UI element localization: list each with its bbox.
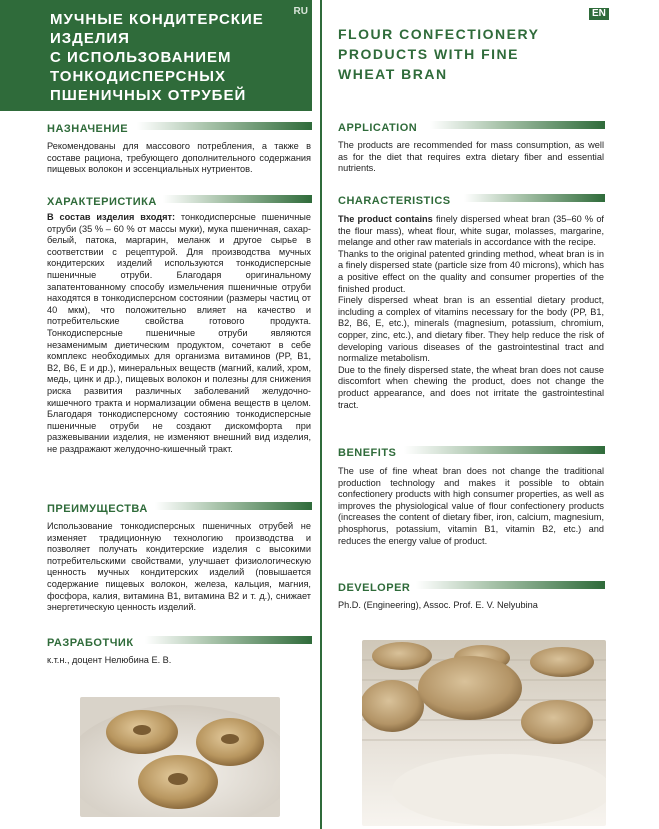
heading-bar [163, 195, 312, 203]
en-section-characteristics [338, 191, 604, 411]
lead-text: В состав изделия входят: [47, 212, 176, 222]
ru-section-characteristics [47, 192, 311, 455]
section-header [47, 119, 311, 133]
heading-bar [430, 121, 605, 129]
section-header [338, 191, 604, 205]
heading-bar [155, 502, 312, 510]
section-header [338, 578, 604, 592]
body-text: finely dispersed wheat bran (35–60 % of the flour mass), wheat flour, white sugar, molasses, margarine, melange and other raw materials in accordance with the recipe. [338, 214, 604, 248]
section-text: Рекомендованы для массового потребления, а также в составе рациона, требующего дополнительного содержания пищевых волокон и эссенциальных нутриентов. [47, 141, 311, 175]
section-body [338, 140, 604, 175]
section-heading: РАЗРАБОТЧИК [47, 637, 134, 649]
section-header [47, 192, 311, 206]
en-page-title: FLOUR CONFECTIONERY PRODUCTS WITH FINE WHEAT BRAN [338, 26, 540, 82]
heading-bar [464, 194, 605, 202]
section-heading: ПРЕИМУЩЕСТВА [47, 503, 148, 515]
section-header [47, 499, 311, 513]
section-body [47, 212, 311, 455]
ru-page-title: МУЧНЫЕ КОНДИТЕРСКИЕ ИЗДЕЛИЯ С ИСПОЛЬЗОВАНИЕМ ТОНКОДИСПЕРСНЫХ ПШЕНИЧНЫХ ОТРУБЕЙ [50, 11, 264, 104]
section-text: The products are recommended for mass consumption, as well as for the diet that requires extra dietary fiber and essential nutrients. [338, 140, 604, 174]
section-text: Thanks to the original patented grinding method, wheat bran is in a finely dispersed state (particle size from 40 microns), which has a positive effect on the quality and consumer properties of the finished product. [338, 248, 604, 294]
bundt-cakes-image [80, 697, 280, 817]
section-text: Due to the finely dispersed state, the wheat bran does not cause discomfort when chewing the product, does not change the product appearance, and does not irritate the gastrointestinal tract. [338, 364, 604, 410]
section-body [338, 600, 604, 612]
section-text: The use of fine wheat bran does not change the traditional production technology and makes it possible to obtain confectionery products with high consumer properties, as well as improves the physiological value of flour confectionery products (increases the content of dietary fiber, iron, calcium, magnesium, phosphorus, potassium, vitamin B1, vitamin B2, etc.) and reduces the energy value of product. [338, 466, 604, 546]
section-heading: ХАРАКТЕРИСТИКА [47, 196, 157, 208]
section-body [338, 466, 604, 547]
section-text: Использование тонкодисперсных пшеничных отрубей не изменяет традиционную технологию производства и позволяет получать кондитерские изделия с высокими потребительскими свойствами, улучшает физиологическую ценность мучных кондитерских изделий (повышается содержание пищевых волокон, железа, кальция, магния, фосфора, калия, витамина B1, витамина B2 и т. д.), снижает энергетическую ценность изделий. [47, 521, 311, 613]
bundt-cakes-photo [80, 697, 280, 817]
ru-section-developer [47, 633, 311, 667]
section-text [338, 214, 604, 249]
en-language-tag: EN [589, 8, 609, 20]
section-text: к.т.н., доцент Нелюбина Е. В. [47, 655, 172, 665]
section-header [338, 118, 604, 132]
en-section-application [338, 118, 604, 175]
heading-bar [137, 122, 312, 130]
section-heading: НАЗНАЧЕНИЕ [47, 123, 129, 135]
heading-bar [404, 446, 605, 454]
biscuits-photo [362, 640, 606, 826]
heading-bar [145, 636, 312, 644]
lead-text: The product contains [338, 214, 433, 224]
section-header [338, 443, 604, 457]
en-section-developer [338, 578, 604, 612]
section-text [47, 212, 311, 455]
section-body [338, 214, 604, 411]
ru-section-purpose [47, 119, 311, 176]
ru-section-advantages [47, 499, 311, 614]
section-heading: DEVELOPER [338, 582, 411, 594]
section-heading: APPLICATION [338, 122, 418, 134]
biscuits-image [362, 640, 606, 826]
column-divider [320, 0, 322, 829]
section-body [47, 141, 311, 176]
section-body [47, 655, 311, 667]
ru-title-banner [0, 0, 312, 111]
section-header [47, 633, 311, 647]
en-section-benefits [338, 443, 604, 547]
section-body [47, 521, 311, 614]
section-heading: CHARACTERISTICS [338, 195, 451, 207]
section-text: Ph.D. (Engineering), Assoc. Prof. E. V. Nelyubina [338, 600, 538, 610]
body-text: тонкодисперсные пшеничные отруби (35 % – 60 % от массы муки), мука пшеничная, сахар-белый, патока, маргарин, меланж и другое сырье в соответствии с рецептурой. Для производства мучных кондитерских изделий используются тонкодисперсные пшеничные отруби. Благодаря оригинальному запатентованному способу измельчения пшеничные отруби находятся в тонкодисперсном состоянии (размеры частиц от 40 мкм), что положительно влияет на качество и потребительские свойства готового продукта. Тонкодисперсные пшеничные отруби являются незаменимым диетическим продуктом, сочетают в себе комплекс необходимых для организма витаминов (PP, B1, B2, B6, E и др.), минеральных веществ (магний, калий, хром, медь, цинк и др.), пищевых волокон и полезны для снижения риска развития различных заболеваний желудочно-кишечного тракта и нормализации обмена веществ в целом. Благодаря тонкодисперсному состоянию тонкодисперсные пшеничные отруби не создают дискомфорта при разжевывании изделия, не изменяют внешний вид изделия, не раздражают желудочно-кишечный тракт. [47, 212, 311, 454]
ru-language-tag: RU [293, 6, 308, 17]
section-heading: BENEFITS [338, 447, 397, 459]
section-text: Finely dispersed wheat bran is an essential dietary product, including a complex of vitamins necessary for the body (PP, B1, B2, B6, E, etc.), minerals (magnesium, potassium, chromium, copper, zinc, etc.), and dietary fiber. They help reduce the risk of developing various diseases of the gastrointestinal tract and normalize metabolism. [338, 295, 604, 364]
heading-bar [416, 581, 605, 589]
